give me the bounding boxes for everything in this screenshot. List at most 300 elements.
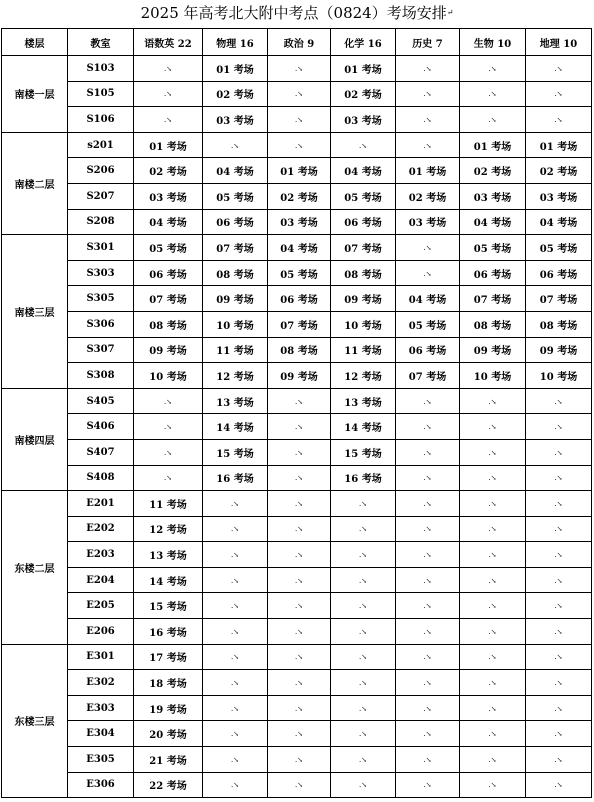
- assignment-label: 02 考场: [280, 192, 318, 204]
- empty-cell-mark: .↘: [358, 602, 368, 611]
- assignment-cell: [396, 235, 460, 261]
- empty-cell-mark: .↘: [423, 269, 432, 278]
- assignment-label: 05 考场: [280, 269, 318, 281]
- assignment-cell: [203, 747, 268, 773]
- assignment-label: 07 考场: [216, 243, 254, 255]
- table-row: [2, 695, 592, 721]
- column-header-label: 地理 10: [539, 38, 578, 50]
- assignment-cell: [134, 132, 203, 158]
- empty-cell-mark: .↘: [163, 90, 173, 99]
- assignment-cell: [331, 209, 396, 235]
- empty-cell-mark: .↘: [358, 141, 368, 150]
- room-label: S208: [86, 216, 115, 228]
- empty-cell-mark: .↘: [423, 397, 432, 406]
- assignment-cell: [526, 721, 592, 747]
- assignment-label: 03 考场: [149, 192, 187, 204]
- assignment-cell: [526, 286, 592, 312]
- floor-label: 东楼三层: [14, 717, 55, 729]
- empty-cell-mark: .↘: [358, 551, 368, 560]
- assignment-cell: [526, 158, 592, 184]
- assignment-cell: [268, 644, 331, 670]
- empty-cell-mark: .↘: [554, 397, 563, 406]
- empty-cell-mark: .↘: [358, 576, 368, 585]
- column-header-label: 教室: [90, 38, 111, 50]
- assignment-cell: [203, 183, 268, 209]
- empty-cell-mark: .↘: [423, 730, 432, 739]
- empty-cell-mark: .↘: [554, 755, 563, 764]
- assignment-cell: [331, 747, 396, 773]
- assignment-cell: [396, 465, 460, 491]
- assignment-cell: [134, 670, 203, 696]
- assignment-label: 07 考场: [280, 320, 318, 332]
- assignment-label: 04 考场: [408, 295, 447, 307]
- assignment-label: 21 考场: [149, 755, 187, 767]
- assignment-cell: [460, 209, 526, 235]
- table-row: [2, 337, 592, 363]
- assignment-cell: [268, 388, 331, 414]
- assignment-cell: [331, 567, 396, 593]
- assignment-cell: [268, 56, 331, 82]
- table-row: [2, 414, 592, 440]
- column-header-label: 化学 16: [344, 38, 382, 50]
- empty-cell-mark: .↘: [423, 525, 432, 534]
- assignment-label: 06 考场: [280, 295, 318, 307]
- room-cell: [68, 567, 134, 593]
- assignment-label: 14 考场: [344, 423, 382, 435]
- assignment-cell: [331, 56, 396, 82]
- room-cell: [68, 158, 134, 184]
- assignment-cell: [331, 644, 396, 670]
- empty-cell-mark: .↘: [488, 602, 497, 611]
- empty-cell-mark: .↘: [423, 499, 432, 508]
- assignment-cell: [331, 286, 396, 312]
- assignment-cell: [268, 542, 331, 568]
- assignment-label: 08 考场: [149, 320, 187, 332]
- room-label: S306: [86, 318, 115, 330]
- empty-cell-mark: .↘: [554, 115, 563, 124]
- assignment-cell: [134, 465, 203, 491]
- assignment-cell: [134, 56, 203, 82]
- column-header-label: 政治 9: [283, 38, 315, 50]
- assignment-label: 04 考场: [344, 167, 382, 179]
- assignment-cell: [268, 132, 331, 158]
- assignment-cell: [460, 670, 526, 696]
- room-label: E203: [86, 549, 115, 561]
- empty-cell-mark: .↘: [488, 755, 497, 764]
- room-label: E305: [86, 753, 115, 765]
- assignment-cell: [331, 542, 396, 568]
- room-label: E302: [86, 677, 115, 689]
- assignment-label: 07 考场: [539, 295, 578, 307]
- assignment-cell: [526, 670, 592, 696]
- empty-cell-mark: .↘: [230, 551, 240, 560]
- table-row: [2, 670, 592, 696]
- assignment-cell: [460, 542, 526, 568]
- assignment-label: 08 考场: [216, 269, 254, 281]
- assignment-cell: [203, 56, 268, 82]
- assignment-label: 14 考场: [216, 423, 254, 435]
- column-header: [203, 29, 268, 56]
- room-label: E306: [86, 779, 115, 791]
- assignment-cell: [203, 81, 268, 107]
- assignment-cell: [134, 311, 203, 337]
- empty-cell-mark: .↘: [554, 602, 563, 611]
- assignment-label: 05 考场: [344, 192, 382, 204]
- assignment-cell: [203, 670, 268, 696]
- assignment-label: 11 考场: [344, 346, 382, 358]
- assignment-cell: [134, 439, 203, 465]
- assignment-cell: [331, 439, 396, 465]
- assignment-cell: [396, 81, 460, 107]
- room-label: E202: [86, 523, 115, 535]
- assignment-cell: [203, 107, 268, 133]
- assignment-cell: [331, 516, 396, 542]
- empty-cell-mark: .↘: [358, 627, 368, 636]
- assignment-label: 13 考场: [149, 551, 187, 563]
- assignment-cell: [460, 388, 526, 414]
- assignment-label: 03 考场: [216, 115, 254, 127]
- assignment-cell: [268, 158, 331, 184]
- empty-cell-mark: .↘: [294, 755, 304, 764]
- empty-cell-mark: .↘: [423, 90, 432, 99]
- assignment-cell: [203, 158, 268, 184]
- assignment-label: 06 考场: [408, 346, 447, 358]
- room-cell: [68, 107, 134, 133]
- assignment-cell: [268, 593, 331, 619]
- empty-cell-mark: .↘: [163, 397, 173, 406]
- assignment-cell: [396, 439, 460, 465]
- empty-cell-mark: .↘: [230, 576, 240, 585]
- assignment-cell: [526, 491, 592, 517]
- assignment-label: 01 考场: [216, 64, 254, 76]
- empty-cell-mark: .↘: [294, 448, 304, 457]
- assignment-cell: [396, 491, 460, 517]
- empty-cell-mark: .↘: [423, 551, 432, 560]
- room-label: S308: [86, 369, 115, 381]
- assignment-label: 10 考场: [473, 371, 512, 383]
- assignment-cell: [268, 516, 331, 542]
- assignment-cell: [396, 567, 460, 593]
- column-header-label: 物理 16: [216, 38, 254, 50]
- empty-cell-mark: .↘: [423, 448, 432, 457]
- assignment-cell: [268, 260, 331, 286]
- empty-cell-mark: .↘: [554, 499, 563, 508]
- empty-cell-mark: .↘: [358, 704, 368, 713]
- assignment-cell: [203, 619, 268, 645]
- assignment-cell: [134, 516, 203, 542]
- assignment-label: 06 考场: [344, 218, 382, 230]
- assignment-cell: [268, 235, 331, 261]
- empty-cell-mark: .↘: [488, 423, 497, 432]
- assignment-cell: [134, 772, 203, 798]
- assignment-cell: [460, 491, 526, 517]
- empty-cell-mark: .↘: [423, 64, 432, 73]
- assignment-label: 12 考场: [149, 525, 187, 537]
- assignment-label: 11 考场: [216, 346, 254, 358]
- assignment-cell: [526, 337, 592, 363]
- assignment-cell: [331, 491, 396, 517]
- room-label: S105: [86, 88, 115, 100]
- assignment-label: 01 考场: [473, 141, 512, 153]
- assignment-label: 04 考场: [539, 218, 578, 230]
- assignment-label: 15 考场: [216, 448, 254, 460]
- assignment-label: 01 考场: [280, 167, 318, 179]
- assignment-cell: [460, 439, 526, 465]
- assignment-cell: [526, 593, 592, 619]
- empty-cell-mark: .↘: [163, 474, 173, 483]
- assignment-cell: [526, 439, 592, 465]
- floor-label: 南楼二层: [14, 179, 55, 191]
- column-header-label: 楼层: [24, 38, 45, 50]
- assignment-cell: [460, 747, 526, 773]
- column-header: [396, 29, 460, 56]
- assignment-label: 05 考场: [539, 243, 578, 255]
- assignment-cell: [331, 414, 396, 440]
- empty-cell-mark: .↘: [423, 679, 432, 688]
- assignment-label: 05 考场: [216, 192, 254, 204]
- empty-cell-mark: .↘: [230, 141, 240, 150]
- assignment-cell: [460, 414, 526, 440]
- assignment-cell: [203, 363, 268, 389]
- empty-cell-mark: .↘: [423, 141, 432, 150]
- empty-cell-mark: .↘: [554, 474, 563, 483]
- assignment-cell: [134, 363, 203, 389]
- table-row: [2, 56, 592, 82]
- column-header-label: 历史 7: [412, 38, 443, 50]
- assignment-cell: [460, 721, 526, 747]
- assignment-cell: [396, 286, 460, 312]
- assignment-cell: [134, 542, 203, 568]
- room-label: S305: [86, 293, 115, 305]
- assignment-cell: [396, 772, 460, 798]
- assignment-label: 17 考场: [149, 653, 187, 665]
- assignment-cell: [331, 363, 396, 389]
- assignment-cell: [268, 465, 331, 491]
- column-header: [68, 29, 134, 56]
- assignment-cell: [526, 747, 592, 773]
- room-cell: [68, 465, 134, 491]
- assignment-cell: [331, 465, 396, 491]
- empty-cell-mark: .↘: [488, 781, 497, 790]
- assignment-label: 15 考场: [344, 448, 382, 460]
- assignment-cell: [134, 81, 203, 107]
- room-cell: [68, 286, 134, 312]
- assignment-label: 09 考场: [473, 346, 512, 358]
- assignment-label: 09 考场: [539, 346, 578, 358]
- assignment-label: 12 考场: [344, 371, 382, 383]
- table-row: [2, 235, 592, 261]
- room-cell: [68, 439, 134, 465]
- empty-cell-mark: .↘: [230, 679, 240, 688]
- assignment-cell: [331, 772, 396, 798]
- assignment-cell: [203, 542, 268, 568]
- title-text: 2025 年高考北大附中考点（0824）考场安排: [140, 4, 447, 22]
- column-header: [268, 29, 331, 56]
- empty-cell-mark: .↘: [358, 755, 368, 764]
- assignment-cell: [331, 260, 396, 286]
- assignment-cell: [396, 721, 460, 747]
- assignment-cell: [460, 619, 526, 645]
- table-header-row: [2, 29, 592, 56]
- empty-cell-mark: .↘: [423, 653, 432, 662]
- room-cell: [68, 311, 134, 337]
- table-row: [2, 183, 592, 209]
- room-cell: [68, 260, 134, 286]
- assignment-cell: [268, 491, 331, 517]
- assignment-cell: [268, 670, 331, 696]
- assignment-cell: [203, 209, 268, 235]
- assignment-cell: [268, 311, 331, 337]
- assignment-cell: [268, 772, 331, 798]
- assignment-cell: [526, 516, 592, 542]
- room-label: E201: [86, 497, 115, 509]
- floor-cell: [2, 491, 68, 645]
- assignment-cell: [460, 286, 526, 312]
- assignment-cell: [134, 491, 203, 517]
- assignment-label: 11 考场: [149, 499, 187, 511]
- assignment-cell: [134, 567, 203, 593]
- paragraph-mark: ↵: [446, 8, 454, 17]
- empty-cell-mark: .↘: [554, 679, 563, 688]
- assignment-cell: [526, 209, 592, 235]
- assignment-cell: [331, 107, 396, 133]
- empty-cell-mark: .↘: [358, 499, 368, 508]
- assignment-cell: [396, 747, 460, 773]
- assignment-cell: [134, 593, 203, 619]
- assignment-label: 03 考场: [473, 192, 512, 204]
- empty-cell-mark: .↘: [294, 397, 304, 406]
- assignment-cell: [134, 337, 203, 363]
- room-label: S301: [86, 241, 115, 253]
- assignment-cell: [396, 56, 460, 82]
- empty-cell-mark: .↘: [554, 704, 563, 713]
- table-row: [2, 107, 592, 133]
- empty-cell-mark: .↘: [294, 730, 304, 739]
- floor-cell: [2, 56, 68, 133]
- empty-cell-mark: .↘: [488, 627, 497, 636]
- assignment-cell: [526, 619, 592, 645]
- assignment-cell: [203, 260, 268, 286]
- assignment-label: 01 考场: [408, 167, 447, 179]
- assignment-cell: [460, 107, 526, 133]
- assignment-cell: [526, 183, 592, 209]
- empty-cell-mark: .↘: [358, 730, 368, 739]
- assignment-label: 02 考场: [473, 167, 512, 179]
- assignment-label: 06 考场: [539, 269, 578, 281]
- assignment-cell: [203, 388, 268, 414]
- empty-cell-mark: .↘: [294, 64, 304, 73]
- assignment-cell: [203, 235, 268, 261]
- room-cell: [68, 388, 134, 414]
- empty-cell-mark: .↘: [423, 704, 432, 713]
- assignment-label: 09 考场: [216, 295, 254, 307]
- assignment-label: 05 考场: [473, 243, 512, 255]
- assignment-label: 04 考场: [216, 167, 254, 179]
- assignment-cell: [396, 132, 460, 158]
- empty-cell-mark: .↘: [423, 576, 432, 585]
- assignment-label: 10 考场: [216, 320, 254, 332]
- assignment-cell: [331, 695, 396, 721]
- room-label: S106: [86, 113, 115, 125]
- assignment-cell: [331, 670, 396, 696]
- assignment-cell: [268, 209, 331, 235]
- assignment-cell: [526, 542, 592, 568]
- assignment-cell: [396, 542, 460, 568]
- empty-cell-mark: .↘: [488, 653, 497, 662]
- assignment-label: 10 考场: [539, 371, 578, 383]
- assignment-cell: [134, 695, 203, 721]
- assignment-cell: [203, 132, 268, 158]
- room-cell: [68, 56, 134, 82]
- empty-cell-mark: .↘: [554, 781, 563, 790]
- assignment-cell: [331, 183, 396, 209]
- assignment-cell: [203, 311, 268, 337]
- assignment-label: 02 考场: [344, 90, 382, 102]
- room-cell: [68, 747, 134, 773]
- empty-cell-mark: .↘: [554, 627, 563, 636]
- empty-cell-mark: .↘: [163, 115, 173, 124]
- room-cell: [68, 183, 134, 209]
- assignment-label: 09 考场: [149, 346, 187, 358]
- assignment-label: 19 考场: [149, 704, 187, 716]
- assignment-label: 16 考场: [344, 474, 382, 486]
- assignment-cell: [526, 414, 592, 440]
- empty-cell-mark: .↘: [294, 551, 304, 560]
- column-header-label: 语数英 22: [144, 38, 192, 50]
- assignment-label: 09 考场: [280, 371, 318, 383]
- empty-cell-mark: .↘: [358, 679, 368, 688]
- table-row: [2, 286, 592, 312]
- empty-cell-mark: .↘: [554, 551, 563, 560]
- assignment-cell: [396, 593, 460, 619]
- assignment-cell: [134, 721, 203, 747]
- empty-cell-mark: .↘: [488, 679, 497, 688]
- assignment-label: 08 考场: [280, 346, 318, 358]
- empty-cell-mark: .↘: [423, 627, 432, 636]
- empty-cell-mark: .↘: [554, 576, 563, 585]
- assignment-cell: [396, 363, 460, 389]
- empty-cell-mark: .↘: [294, 474, 304, 483]
- table-row: [2, 311, 592, 337]
- room-label: S307: [86, 344, 115, 356]
- assignment-label: 01 考场: [149, 141, 187, 153]
- assignment-label: 04 考场: [280, 243, 318, 255]
- assignment-label: 03 考场: [408, 218, 447, 230]
- floor-label: 南楼一层: [14, 90, 55, 102]
- assignment-cell: [460, 132, 526, 158]
- assignment-cell: [396, 695, 460, 721]
- assignment-cell: [460, 363, 526, 389]
- empty-cell-mark: .↘: [294, 602, 304, 611]
- assignment-cell: [331, 235, 396, 261]
- empty-cell-mark: .↘: [358, 653, 368, 662]
- assignment-cell: [526, 235, 592, 261]
- room-label: E301: [86, 651, 115, 663]
- empty-cell-mark: .↘: [554, 423, 563, 432]
- assignment-label: 18 考场: [149, 679, 187, 691]
- room-cell: [68, 337, 134, 363]
- empty-cell-mark: .↘: [423, 755, 432, 764]
- empty-cell-mark: .↘: [294, 704, 304, 713]
- assignment-cell: [134, 260, 203, 286]
- room-label: s201: [87, 139, 114, 151]
- empty-cell-mark: .↘: [423, 474, 432, 483]
- assignment-cell: [134, 209, 203, 235]
- assignment-label: 02 考场: [216, 90, 254, 102]
- assignment-cell: [268, 337, 331, 363]
- floor-cell: [2, 235, 68, 389]
- room-label: E204: [86, 574, 115, 586]
